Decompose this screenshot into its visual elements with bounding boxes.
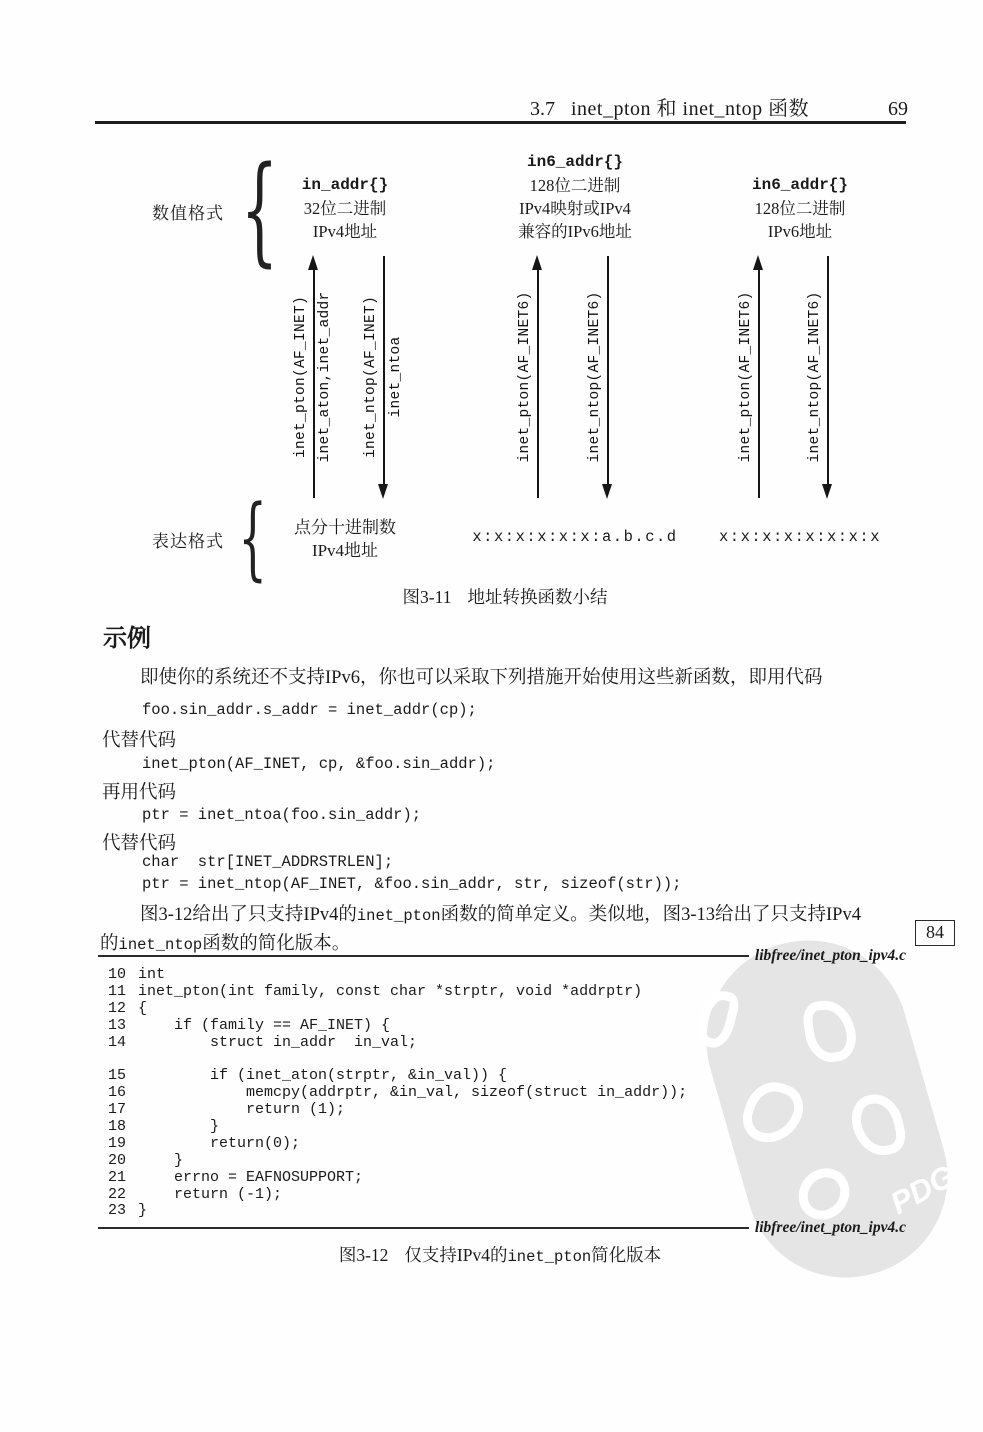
code-line: 16 memcpy(addrptr, &in_val, sizeof(struct in_addr)); xyxy=(107,1084,688,1102)
struct-name: in_addr{} xyxy=(301,176,389,194)
code-line: 23 } xyxy=(107,1202,148,1220)
struct-name: in6_addr{} xyxy=(526,153,624,171)
figure-3-11-diagram xyxy=(0,140,983,615)
down-arrow xyxy=(383,256,385,498)
desc-line: IPv4地址 xyxy=(312,222,378,241)
up-arrow xyxy=(537,256,539,498)
listing-rule xyxy=(98,1227,749,1229)
reuse-code-label: 再用代码 xyxy=(102,783,177,803)
desc-line: 兼容的IPv6地址 xyxy=(518,222,632,241)
paragraph-line: 图3-12给出了只支持IPv4的inet_pton函数的简单定义。类似地，图3-13给出了只支持IPv4 xyxy=(140,905,861,925)
function-label: inet_ntoa xyxy=(388,336,404,418)
code-line: 21 errno = EAFNOSUPPORT; xyxy=(107,1168,364,1186)
paragraph: 即使你的系统还不支持IPv6，你也可以采取下列措施开始使用这些新函数，即用代码 xyxy=(140,668,823,688)
code-line: 13 if (family == AF_INET) { xyxy=(107,1016,391,1034)
code-snippet: ptr = inet_ntop(AF_INET, &foo.sin_addr, str, sizeof(str)); xyxy=(142,875,682,893)
desc-line: 128位二进制 xyxy=(529,176,621,195)
code-snippet: foo.sin_addr.s_addr = inet_addr(cp); xyxy=(142,701,477,719)
code-line: 10 int xyxy=(107,966,166,983)
inline-code: inet_pton xyxy=(356,907,441,925)
code-snippet: inet_pton(AF_INET, cp, &foo.sin_addr); xyxy=(142,755,496,773)
code-line: 14 struct in_addr in_val; xyxy=(107,1033,418,1051)
presentation-line: IPv4地址 xyxy=(311,541,379,560)
listing-rule xyxy=(98,955,749,957)
desc-line: 128位二进制 xyxy=(754,199,846,218)
column2-numeric-label xyxy=(518,151,632,243)
function-label: inet_pton(AF_INET6) xyxy=(517,291,533,463)
code-line-blank xyxy=(98,1050,906,1067)
section-number: 3.7 xyxy=(530,98,555,120)
desc-line: IPv6地址 xyxy=(767,222,833,241)
function-label: inet_ntop(AF_INET) xyxy=(363,295,379,459)
source-filename: libfree/inet_pton_ipv4.c xyxy=(754,947,906,964)
figure-3-12-caption: 图3-12 仅支持IPv4的inet_pton简化版本 xyxy=(338,1245,662,1266)
column3-presentation-label: x:x:x:x:x:x:x:x xyxy=(718,528,882,546)
code-line: 12 { xyxy=(107,999,148,1017)
code-snippet: ptr = inet_ntoa(foo.sin_addr); xyxy=(142,806,422,824)
up-arrow xyxy=(758,256,760,498)
down-arrow xyxy=(607,256,609,498)
function-label: inet_ntop(AF_INET6) xyxy=(587,291,603,463)
page-number: 69 xyxy=(888,98,908,120)
code-line: 20 } xyxy=(107,1151,184,1169)
column2-presentation-label: x:x:x:x:x:x:a.b.c.d xyxy=(472,528,678,546)
left-brace-top: { xyxy=(240,140,279,278)
struct-name: in6_addr{} xyxy=(751,176,849,194)
function-label: inet_pton(AF_INET6) xyxy=(738,291,754,463)
watermark-pdg-label: PDG xyxy=(884,1157,961,1222)
listing-footer xyxy=(98,1218,906,1238)
figure-number: 图3-11 xyxy=(402,587,452,607)
paragraph-line: 的inet_ntop函数的简化版本。 xyxy=(100,934,351,954)
header-rule xyxy=(95,121,906,124)
example-heading: 示例 xyxy=(103,625,151,652)
code-line: 22 return (-1); xyxy=(107,1185,283,1203)
presentation-format-label: 表达格式 xyxy=(152,532,224,551)
function-label: inet_ntop(AF_INET6) xyxy=(807,291,823,463)
desc-line: IPv4映射或IPv4 xyxy=(519,199,631,218)
function-label: inet_aton,inet_addr xyxy=(317,291,333,463)
running-head xyxy=(530,92,908,121)
source-filename: libfree/inet_pton_ipv4.c xyxy=(754,1219,906,1236)
function-label: inet_pton(AF_INET) xyxy=(293,295,309,459)
up-arrow xyxy=(313,256,315,498)
margin-page-ref-box: 84 xyxy=(915,920,955,946)
desc-line: 32位二进制 xyxy=(303,199,387,218)
code-snippet: char str[INET_ADDRSTRLEN]; xyxy=(142,853,394,871)
code-line: 11 inet_pton(int family, const char *strptr, void *addrptr) xyxy=(107,982,643,1000)
column3-numeric-label xyxy=(752,174,848,243)
code-line: 19 return(0); xyxy=(107,1134,301,1152)
inline-code: inet_pton xyxy=(507,1248,592,1266)
code-listing xyxy=(98,966,906,1219)
code-line: 15 if (inet_aton(strptr, &in_val)) { xyxy=(107,1067,508,1085)
code-line: 17 return (1); xyxy=(107,1101,346,1119)
replace-code-label: 代替代码 xyxy=(102,834,177,854)
inline-code: inet_ntop xyxy=(118,936,203,954)
replace-code-label: 代替代码 xyxy=(102,731,177,751)
figure-number: 图3-12 xyxy=(338,1245,389,1265)
column1-numeric-label xyxy=(302,174,388,243)
numeric-format-label: 数值格式 xyxy=(152,204,224,223)
listing-header xyxy=(98,946,906,966)
down-arrow xyxy=(827,256,829,498)
column1-presentation-label xyxy=(294,516,396,562)
left-brace-bottom: { xyxy=(238,486,267,591)
code-line: 18 } xyxy=(107,1118,220,1136)
figure-3-11-caption xyxy=(403,584,608,609)
section-title: inet_pton 和 inet_ntop 函数 xyxy=(571,98,810,120)
figure-title: 地址转换函数小结 xyxy=(467,587,608,607)
presentation-line: 点分十进制数 xyxy=(294,518,396,537)
